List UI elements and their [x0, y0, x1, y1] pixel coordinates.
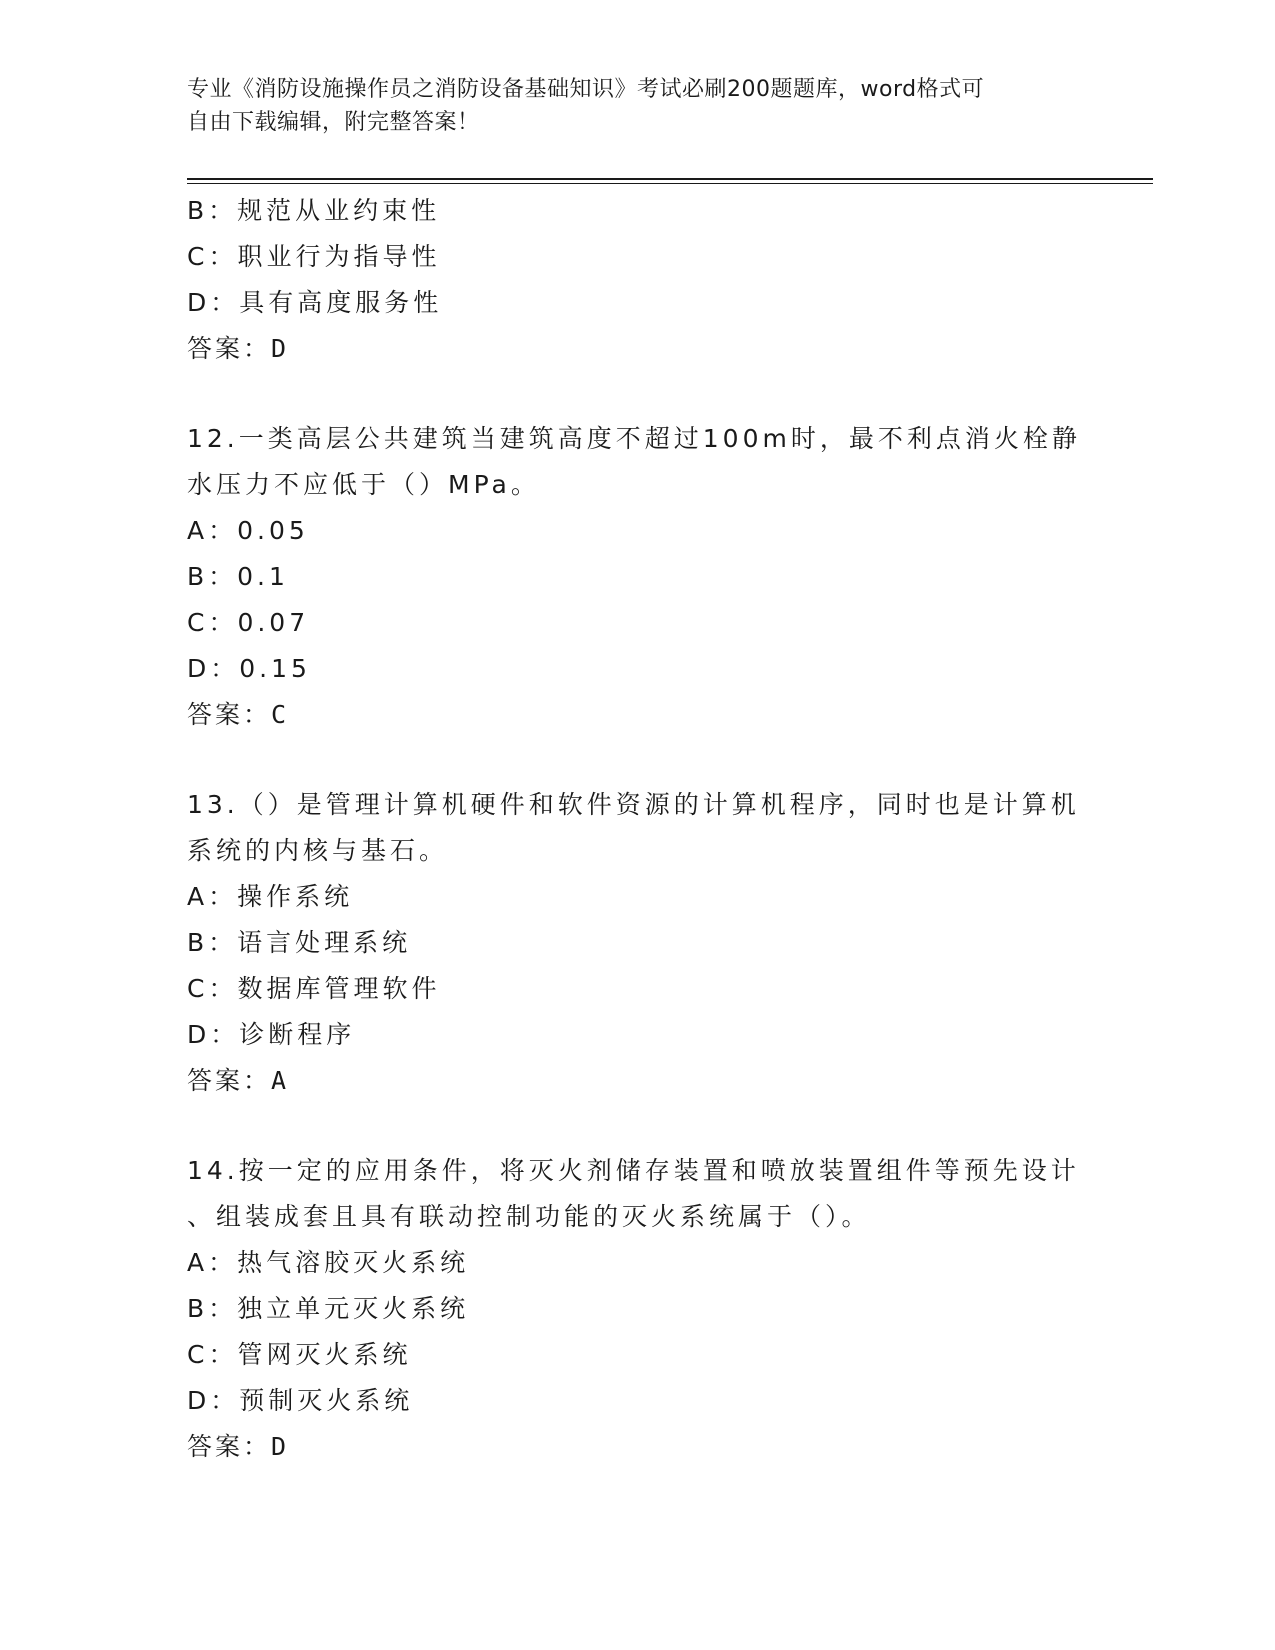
question-14	[187, 1148, 1087, 1470]
question-stem-line-1: 13.（）是管理计算机硬件和软件资源的计算机程序，同时也是计算机	[187, 790, 1080, 819]
option-d: D：预制灭火系统	[187, 1386, 414, 1415]
question-content	[187, 188, 1087, 1470]
option-c: C：职业行为指导性	[187, 242, 441, 271]
answer-value: D	[271, 334, 289, 363]
option-b: B：独立单元灭火系统	[187, 1294, 470, 1323]
answer-value: C	[271, 700, 289, 729]
document-header	[187, 73, 1087, 139]
option-a: A：0.05	[187, 516, 309, 545]
question-stem-line-2: 水压力不应低于（）MPa。	[187, 470, 540, 499]
question-13	[187, 782, 1087, 1104]
header-line-2: 自由下载编辑，附完整答案！	[187, 110, 480, 135]
option-c: C：管网灭火系统	[187, 1340, 412, 1369]
answer-label: 答案：	[187, 334, 272, 363]
question-12	[187, 416, 1087, 738]
question-stem-line-2: 、组装成套且具有联动控制功能的灭火系统属于（）。	[187, 1202, 871, 1231]
answer-line	[187, 1424, 1087, 1470]
question-stem-line-1: 12.一类高层公共建筑当建筑高度不超过100m时，最不利点消火栓静	[187, 424, 1081, 453]
answer-line	[187, 692, 1087, 738]
header-rule-thick	[187, 178, 1153, 180]
option-c: C：数据库管理软件	[187, 974, 441, 1003]
header-rule-thin	[187, 183, 1153, 184]
option-c: C：0.07	[187, 608, 310, 637]
option-d: D：具有高度服务性	[187, 288, 443, 317]
option-d: D：0.15	[187, 654, 311, 683]
question-stem-line-1: 14.按一定的应用条件，将灭火剂储存装置和喷放装置组件等预先设计	[187, 1156, 1080, 1185]
question-11	[187, 188, 1087, 372]
answer-label: 答案：	[187, 700, 272, 729]
option-b: B：语言处理系统	[187, 928, 412, 957]
answer-line	[187, 1058, 1087, 1104]
option-a: A：热气溶胶灭火系统	[187, 1248, 470, 1277]
answer-line	[187, 326, 1087, 372]
answer-label: 答案：	[187, 1066, 272, 1095]
question-stem-line-2: 系统的内核与基石。	[187, 836, 449, 865]
answer-value: D	[271, 1432, 289, 1461]
option-d: D：诊断程序	[187, 1020, 356, 1049]
answer-label: 答案：	[187, 1432, 272, 1461]
option-b: B：规范从业约束性	[187, 196, 441, 225]
header-line-1: 专业《消防设施操作员之消防设备基础知识》考试必刷200题题库，word格式可	[187, 77, 985, 102]
option-a: A：操作系统	[187, 882, 354, 911]
answer-value: A	[271, 1066, 289, 1095]
option-b: B：0.1	[187, 562, 289, 591]
